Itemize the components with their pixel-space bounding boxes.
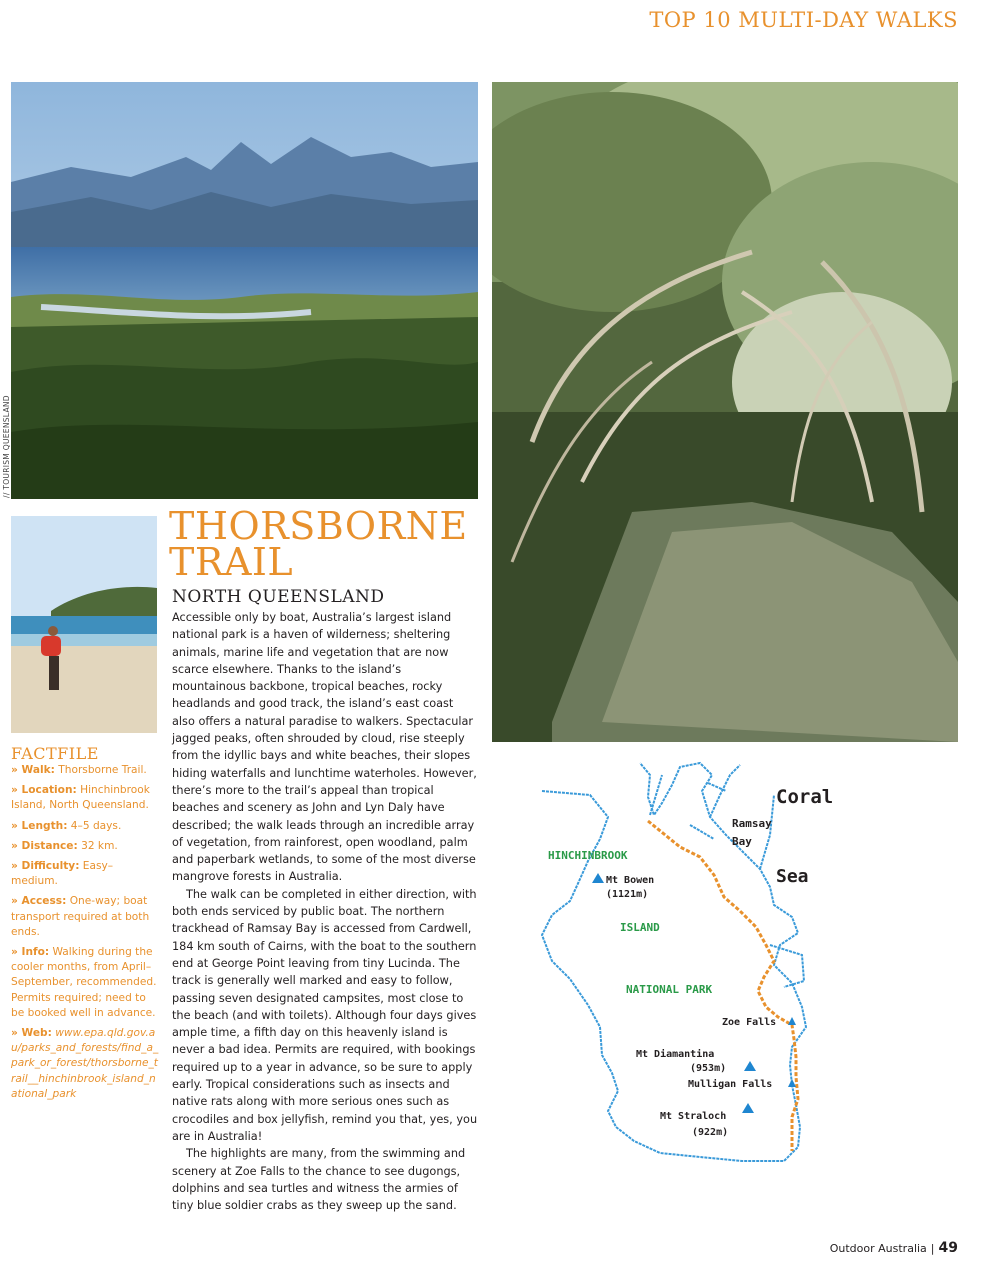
map-label-mt-bowen: Mt Bowen (606, 875, 655, 886)
factfile-item-length (11, 819, 159, 834)
mangrove-creek-photo (492, 82, 958, 742)
mt-bowen-icon (592, 873, 604, 883)
hinchinbrook-landscape-photo (11, 82, 478, 499)
factfile-value: 32 km. (77, 839, 118, 852)
magazine-name: Outdoor Australia (829, 1242, 927, 1255)
factfile (11, 744, 159, 1107)
factfile-label: » Walk: (11, 764, 55, 776)
factfile-item-web[interactable] (11, 1026, 159, 1102)
body-paragraph: The highlights are many, from the swimming and scenery at Zoe Falls to the chance to see dugongs, dolphins and sea turtles and witness the armies of tiny blue soldier crabs as they sweep up the sand. (172, 1147, 466, 1213)
factfile-label: » Location: (11, 784, 77, 797)
factfile-item-access (11, 894, 159, 940)
section-title: TOP 10 MULTI-DAY WALKS (649, 8, 958, 32)
factfile-value: Thorsborne Trail. (54, 764, 147, 776)
factfile-label: » Distance: (11, 839, 78, 852)
map-label-mt-straloch-height: (922m) (692, 1127, 729, 1138)
map-label-coral: Coral (776, 786, 834, 808)
page-number: 49 (938, 1240, 958, 1256)
article-subtitle: NORTH QUEENSLAND (172, 587, 385, 607)
map-label-bay: Bay (732, 835, 752, 848)
map-label-mt-straloch: Mt Straloch (660, 1111, 727, 1122)
map-label-mt-bowen-height: (1121m) (606, 889, 649, 900)
factfile-label: » Web: (11, 1027, 52, 1040)
photo-credit-text: // TOURISM QUEENSLAND (2, 395, 11, 498)
map-label-island: ISLAND (620, 921, 660, 934)
factfile-value: Hinchinbrook Island, North Queensland. (11, 784, 150, 812)
factfile-value: Easy–medium. (11, 860, 114, 888)
article-title (169, 504, 489, 584)
factfile-value: One-way; boat transport required at both ends. (11, 895, 150, 938)
zoe-falls-icon (788, 1017, 796, 1025)
factfile-label: » Access: (11, 895, 67, 908)
mt-diamantina-icon (744, 1061, 756, 1071)
body-paragraph: The walk can be completed in either direction, with both ends serviced by public boat. The northern trackhead of Ramsay Bay is accessed from Cardwell, 184 km south of Cairns, with the boat to the southern end at George Point leaving from tiny Lucinda. The track is generally well marked and easy to follow, passing seven designated campsites, most close to the beach (and with toilets). Although four days gives ample time, a fifth day on this heavenly island is never a bad idea. Permits are required, with bookings required up to a year in advance, so be sure to apply early. Tropical considerations such as insects and native rats along with more serious ones such as crocodiles and box jellyfish, remind you that, yes, you are in Australia! (172, 887, 478, 1143)
factfile-item-walk (11, 763, 159, 778)
page-footer (830, 1240, 958, 1256)
trail-map (530, 755, 848, 1170)
factfile-label: » Info: (11, 946, 50, 959)
body-paragraph: Accessible only by boat, Australia’s largest island national park is a haven of wilderness; sheltering animals, marine life and vegetation that are now scarce elsewhere. Thanks to the island’s mountainous backbone, tropical beaches, rocky headlands and good track, the island’s east coast also offers a natural paradise to walkers. Spectacular jagged peaks, often shrouded by cloud, rise steeply from the idyllic bays and white beaches, their slopes hiding waterfalls and lunchtime waterholes. However, there’s more to the trail’s appeal than tropical beaches and scenery as John and Lyn Daly have described; the walk leads through an incredible array of vegetation, from rainforest, open woodland, palm and paperbark wetlands, to some of the most diverse mangrove forests in Australia. (172, 611, 477, 884)
footer-separator: | (930, 1242, 935, 1255)
factfile-item-info (11, 945, 159, 1021)
factfile-value: Walking during the cooler months, from April–September, recommended. Permits required; need to be booked well in advance. (11, 946, 157, 1019)
map-label-ramsay: Ramsay (732, 817, 772, 830)
title-line-1: THORSBORNE (169, 504, 468, 548)
map-label-mt-diamantina: Mt Diamantina (636, 1049, 715, 1060)
factfile-value: 4–5 days. (67, 819, 122, 832)
beach-walker-photo (11, 516, 157, 733)
factfile-heading: FACTFILE (11, 744, 99, 763)
map-label-national-park: NATIONAL PARK (626, 983, 713, 996)
map-label-zoe-falls: Zoe Falls (722, 1017, 777, 1028)
mt-straloch-icon (742, 1103, 754, 1113)
map-label-mulligan-falls: Mulligan Falls (688, 1079, 773, 1090)
factfile-item-difficulty (11, 859, 159, 889)
map-label-hinchinbrook: HINCHINBROOK (548, 849, 628, 862)
photo-credit (2, 388, 14, 498)
article-body (172, 609, 478, 1214)
factfile-item-location (11, 783, 159, 813)
factfile-label: » Length: (11, 819, 68, 832)
map-label-mt-diamantina-height: (953m) (690, 1063, 727, 1074)
factfile-item-distance (11, 839, 159, 854)
factfile-label: » Difficulty: (11, 860, 80, 873)
factfile-web-link[interactable]: www.epa.qld.gov.au/parks_and_forests/find_a_park_or_forest/thorsborne_trail__hinchinbrook_island_national_park (11, 1027, 159, 1100)
title-line-2: TRAIL (169, 540, 294, 584)
map-label-sea: Sea (776, 866, 809, 887)
